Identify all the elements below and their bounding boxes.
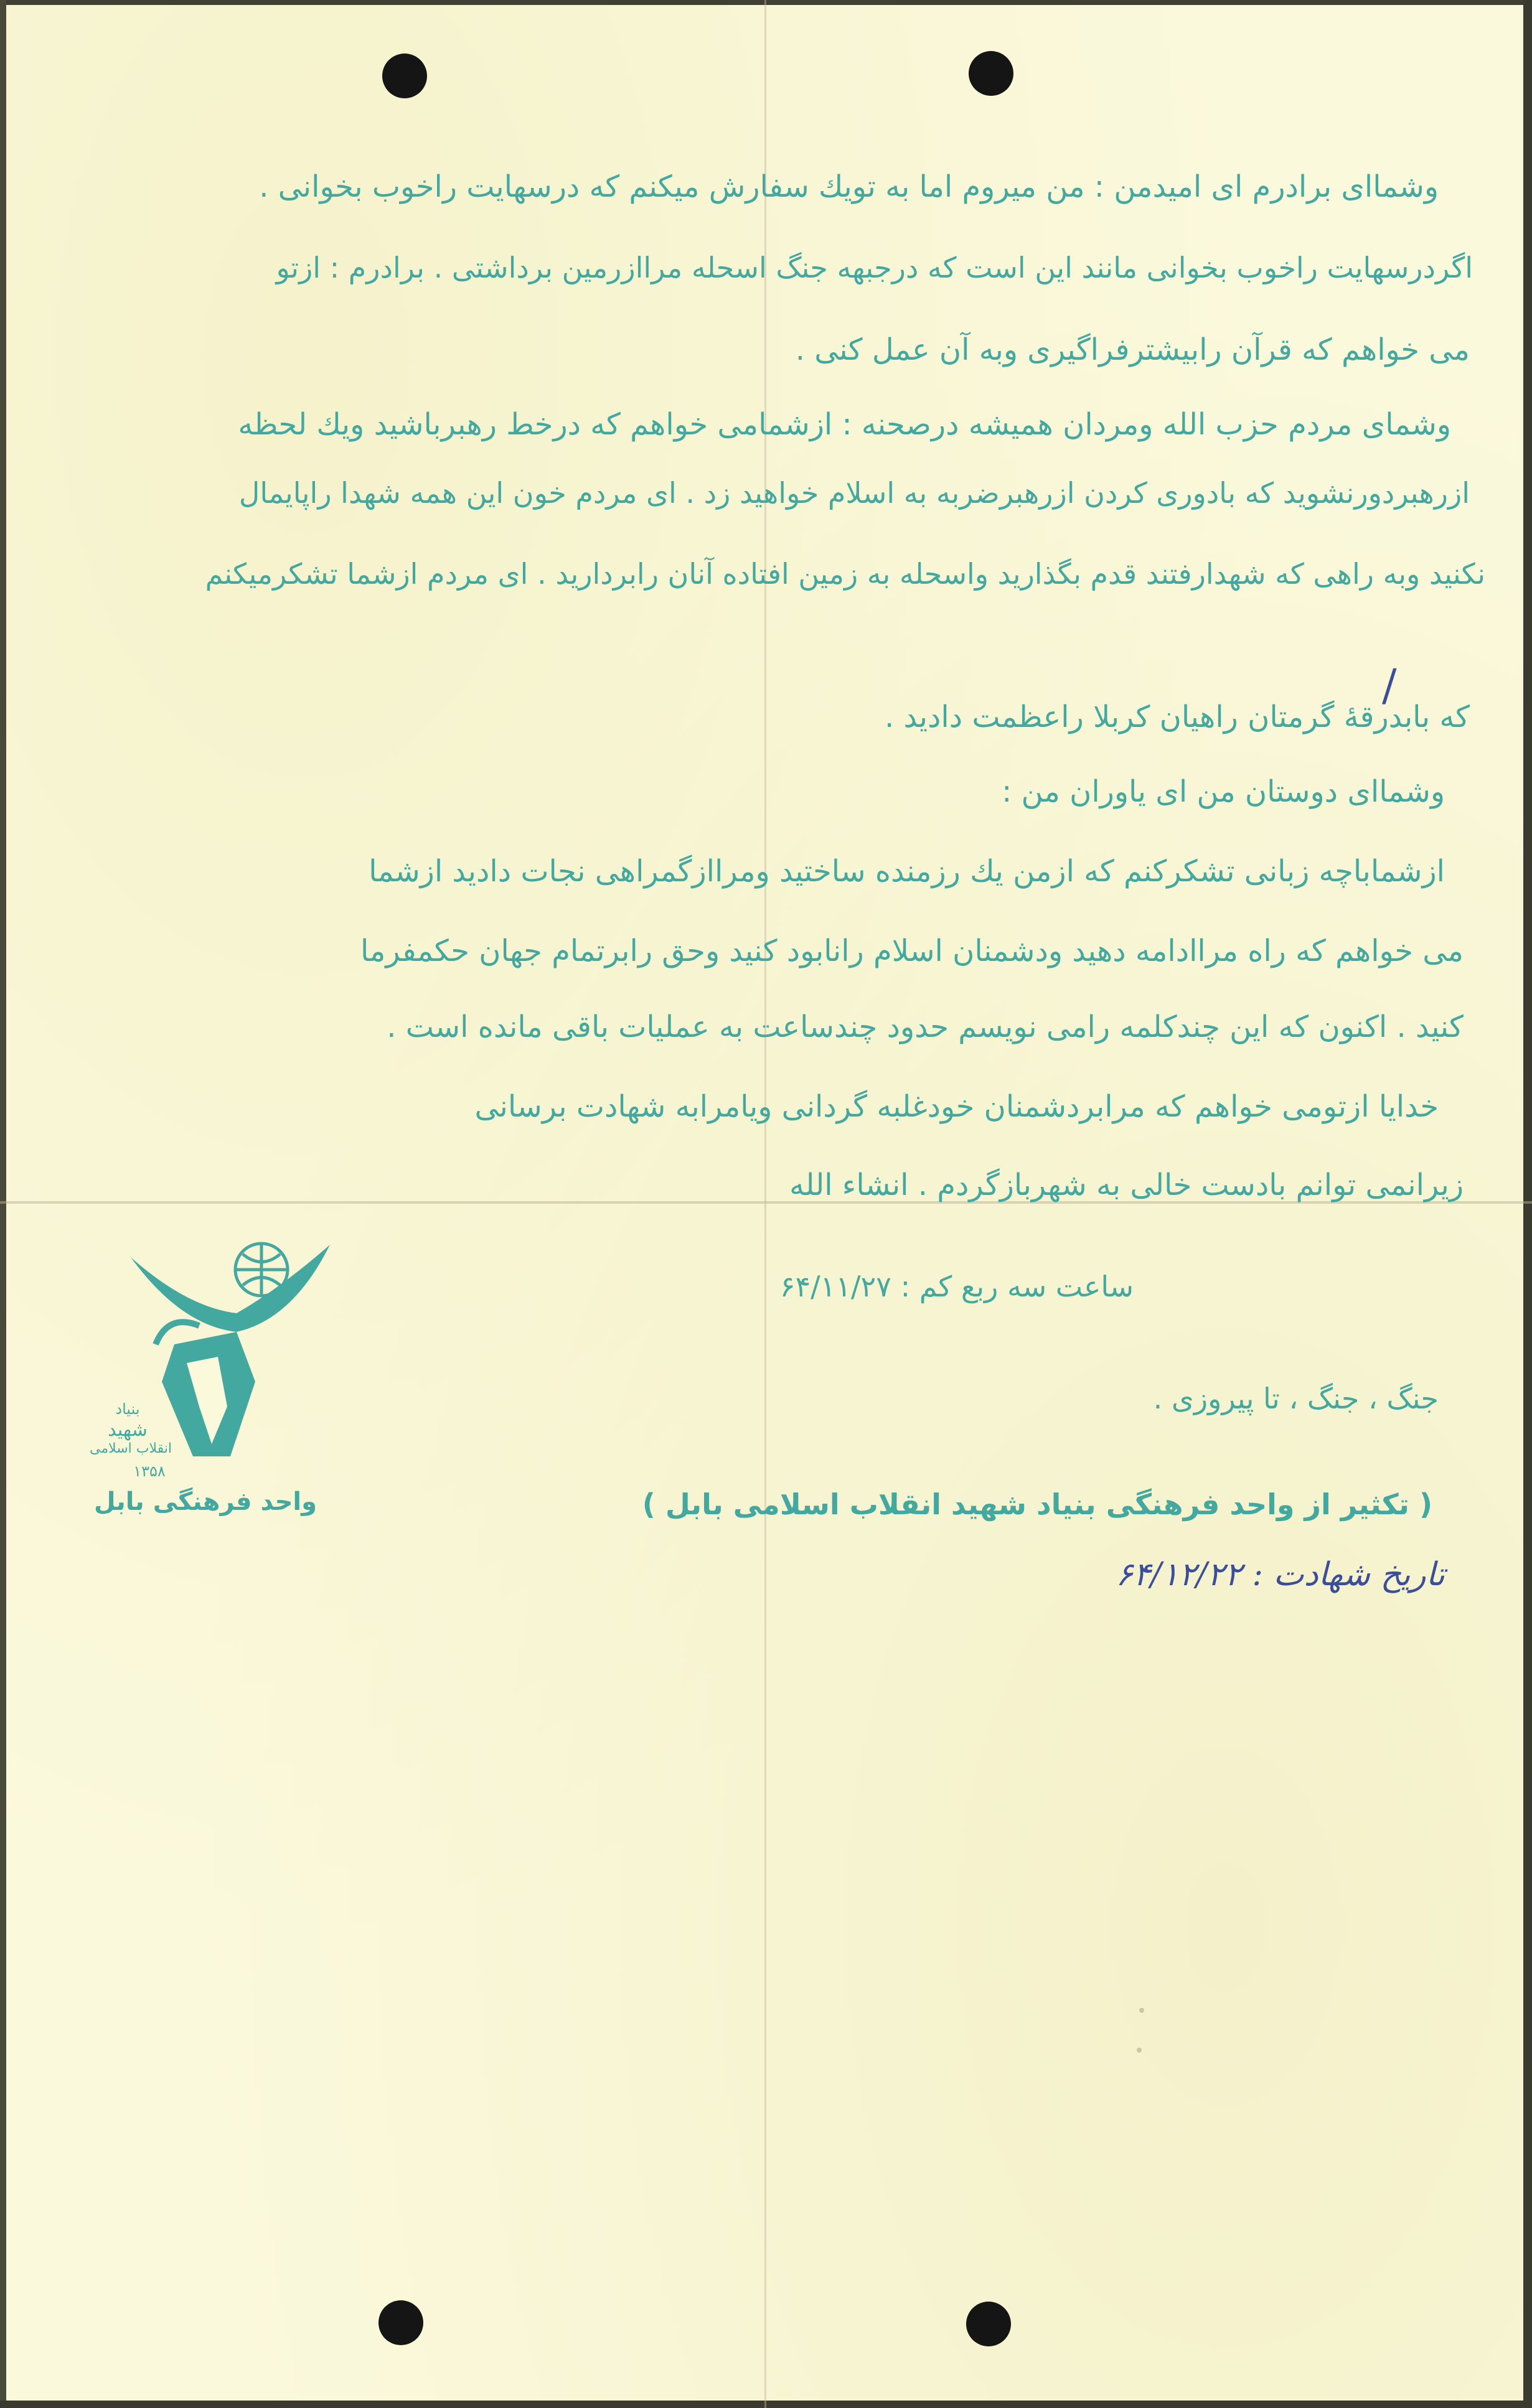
letter-line-1: وشمااى برادرم اى اميدمن : من ميروم اما به تويك سفارش ميكنم كه درسهايت راخوب بخوانى .	[259, 169, 1439, 204]
scan-border-left	[0, 0, 6, 2408]
punch-hole-top-left	[382, 54, 427, 98]
reproduction-source: ( تکثیر از واحد فرهنگی بنیاد شهید انقلاب اسلامی بابل )	[642, 1487, 1432, 1521]
logo-year: ۱۳۵۸	[133, 1463, 166, 1480]
letter-line-10: مى خواهم كه راه مراادامه دهيد ودشمنان اسلام رانابود كنيد وحق رابرتمام جهان حكمفرما	[360, 934, 1464, 968]
logo-unit-name: واحد فرهنگی بابل	[94, 1487, 317, 1516]
letter-line-3: مى خواهم كه قرآن رابيشترفراگيرى وبه آن عمل كنى .	[795, 332, 1470, 367]
bonyad-shahid-logo	[90, 1220, 342, 1544]
letter-line-6: نكنيد وبه راهى كه شهدارفتند قدم بگذاريد واسحله به زمين افتاده آنان رابرداريد . اى مردم ازشما تشكرميكنم	[205, 557, 1485, 591]
letter-line-4: وشماى مردم حزب الله ومردان هميشه درصحنه : ازشمامى خواهم كه درخط رهبرباشيد ويك لحظه	[238, 407, 1451, 442]
logo-text-shahid: شهید	[108, 1419, 148, 1441]
letter-line-12: خدايا ازتومى خواهم كه مرابردشمنان خودغلبه گردانى ويامرابه شهادت برسانى	[474, 1089, 1439, 1124]
letter-line-8: وشمااى دوستان من اى ياوران من :	[1002, 774, 1445, 809]
war-slogan: جنگ ، جنگ ، تا پیروزی .	[1153, 1382, 1439, 1415]
vertical-fold-crease	[764, 0, 766, 2408]
letter-line-11: كنيد . اكنون كه اين چندكلمه رامى نويسم حدود چندساعت به عمليات باقى مانده است .	[387, 1010, 1464, 1044]
punch-hole-top-right	[969, 51, 1013, 96]
scan-border-right	[1523, 0, 1532, 2408]
logo-text-bonyad: بنیاد	[115, 1400, 140, 1418]
punch-hole-bottom-left	[378, 2300, 423, 2345]
writing-time: ساعت سه ربع کم : ۶۴/۱۱/۲۷	[779, 1270, 1134, 1303]
logo-text-enghelab: انقلاب اسلامی	[90, 1441, 172, 1456]
letter-line-7: كه بابدرقهٔ گرمتان راهيان كربلا راعظمت داديد .	[884, 700, 1470, 734]
punch-hole-bottom-right	[966, 2302, 1011, 2346]
letter-line-13: زيرانمى توانم بادست خالى به شهربازگردم . انشاء الله	[789, 1168, 1464, 1202]
martyrdom-date-handwritten: تاریخ شهادت : ۶۴/۱۲/۲۲	[1116, 1556, 1445, 1593]
margin-pen-mark: /	[1382, 660, 1397, 711]
paper-speck	[1139, 2008, 1144, 2013]
paper-speck	[1137, 2048, 1142, 2053]
letter-line-5: ازرهبردورنشويد كه بادورى كردن ازرهبرضربه به اسلام خواهيد زد . اى مردم خون اين همه شهدا راپايمال	[238, 476, 1470, 510]
letter-line-2: اگردرسهايت راخوب بخوانى مانند اين است كه درجبهه جنگ اسحله مراازرمين برداشتى . برادرم : ازتو	[276, 251, 1473, 284]
letter-line-9: ازشماباچه زبانى تشكركنم كه ازمن يك رزمنده ساختيد ومراازگمراهى نجات داديد ازشما	[369, 854, 1445, 889]
